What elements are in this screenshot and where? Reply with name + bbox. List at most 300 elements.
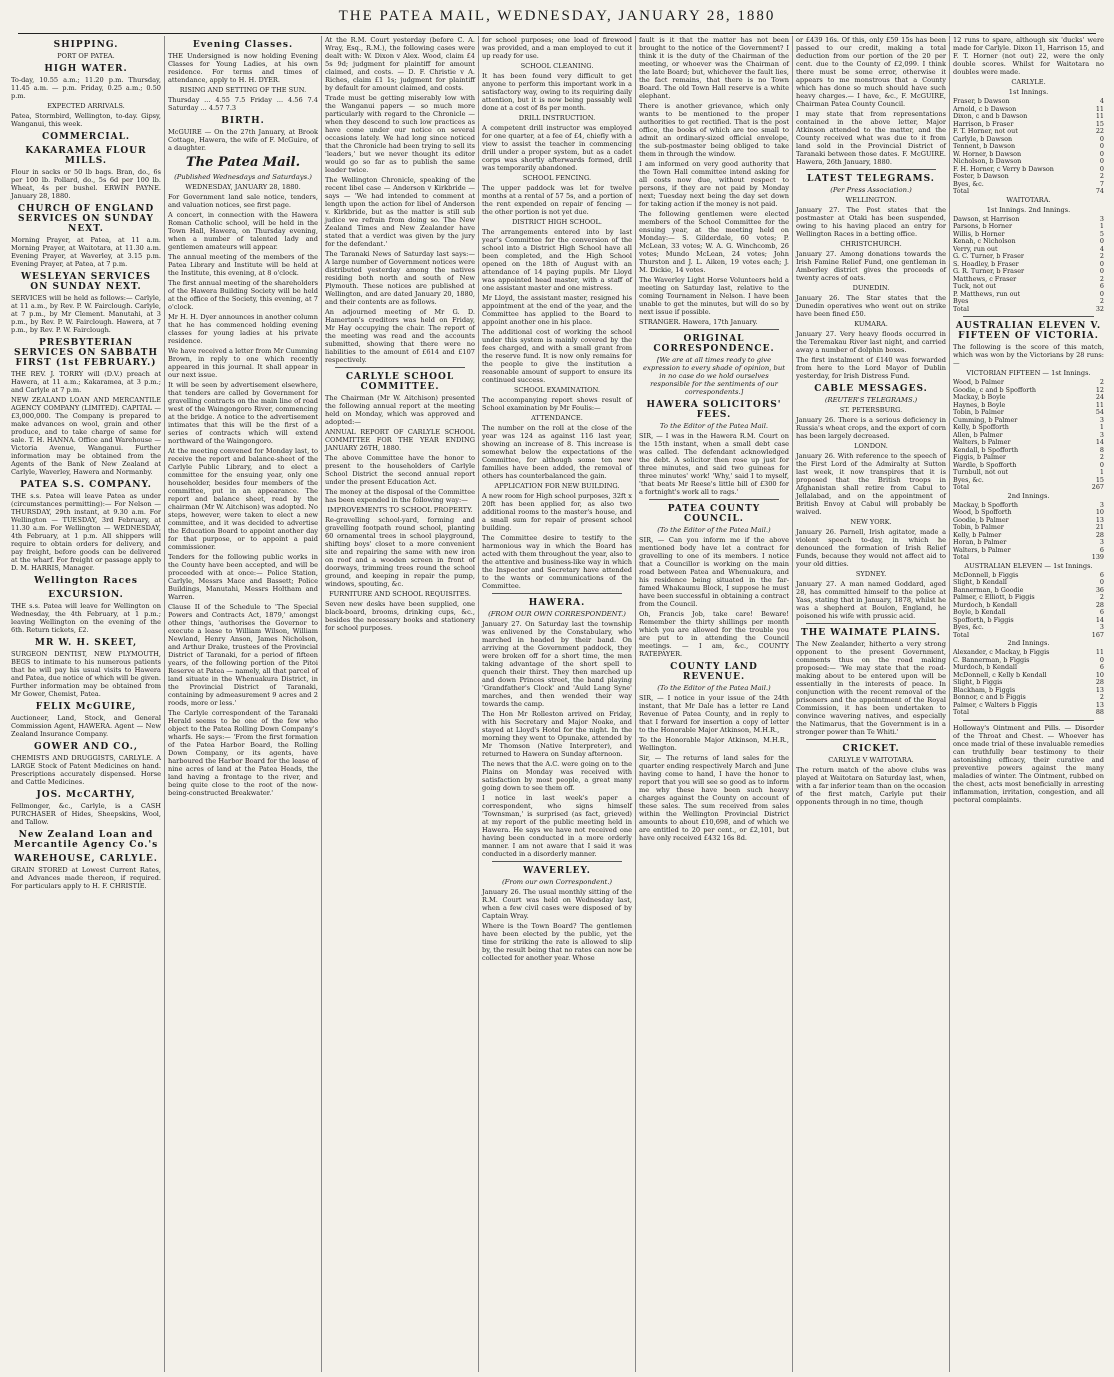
batsman-cell: Turnbull, not out [953,468,1009,476]
column-divider [649,499,779,500]
runs-cell: 14 [1095,438,1104,446]
runs-cell: 36 [1095,585,1104,594]
article-paragraph: Trade must be getting miserably low with the Wanganui papers — so much more particularly with regard to the Chronicle — when they descend to such low practices as have come under our notice on several occasions lately. We had long since noticed that the Chronicle had been trying to sell its 'leaders,' but we never thought its editor would go so far as to publish the same leader twice. [325,94,475,174]
batsman-cell: Goodie, b Palmer [953,515,1009,524]
article-paragraph: Tenders for the following public works in the County have been accepted, and will be proceeded with at once:— Police Station, Carlyle, Messrs Mace and Bassett; Police Buildings, Manutahi, Messrs Holtham and Warren. [168,553,318,601]
article-paragraph: Sir, — The returns of land sales for the quarter ending respectively March and June having come to hand, I have the honor to report that you will see so good as to inform me why these have been such heavy charges against the County on account of these sales. The sum received from sales within the Wellington Provincial District amounts to about £10,698, and of which we are entitled to 20 per cent., or £2,101, but have only received £432 16s 8d. [639,754,789,842]
runs-cell: 13 [1095,700,1104,709]
byline: (Per Press Association.) [830,186,912,194]
article-paragraph: The return match of the above clubs was played at Waitotara on Saturday last, when, with a far inferior team than on the occasion of the first match, Carlyle put their opponents through in no time, though [796,766,946,806]
runs-cell: 2 [1099,378,1104,386]
article-paragraph: To the Honorable Major Atkinson, M.H.R., Wellington. [639,736,789,752]
batsman-cell: Matthews, c Fraser [953,274,1017,283]
article-paragraph: January 27. The Post states that the postmaster at Otaki has been suspended, owing to his having placed an entry for Wellington Races in a betting office. [796,206,946,238]
subheading: LONDON. [854,442,888,450]
article-paragraph: We have received a letter from Mr Cumming Brown, in reply to one which recently appeared in this journal. It shall appear in our next issue. [168,347,318,379]
subheading: FURNITURE AND SCHOOL REQUISITES. [329,590,471,598]
subheading: NEW YORK. [850,518,892,526]
article-paragraph: January 26. The Star states that the Dunedin operatives who went out on strike have been fined £50. [796,294,946,318]
batsman-cell: Tennent, b Dawson [953,142,1016,150]
batsman-cell: Harrison, b Fraser [953,119,1014,128]
subheading: WEDNESDAY, JANUARY 28, 1880. [185,183,301,191]
subheading: ST. PETERSBURG. [839,406,903,414]
article-paragraph: The upper paddock was let for twelve months at a rental of 57 5s, and a portion of the rent expended on repair of fencing — the other portion is not yet due. [482,184,632,216]
article-paragraph: Auctioneer, Land, Stock, and General Commission Agent, HAWERA. Agent — New Zealand Insurance Company. [11,714,161,738]
article-paragraph: The New Zealander, hitherto a very strong opponent to the present Government, comments thus on the road making proposed:— 'We may state that the road-making about to be entered upon will be essentially in the interests of peace. In conjunction with the recent removal of the prisoners and the appointment of the Royal Commission, it has been undertaken to convince wavering natives, and especially the Natimarus, that the Government is in a stronger power than Te Whiti.' [796,640,946,736]
batsman-cell: McDonnell, c Kelly b Kendall [953,670,1047,679]
article-paragraph: Clause II of the Schedule to 'The Special Powers and Contracts Act, 1879,' amongst other things, 'authorises the Governor to execute a lease to William Wilson, William Newland, Henry Anson, James Nicholson, and Arthur Drake, trustees of the Provincial District of Taranaki, for a period of fifteen years, of the following portion of the Pitoi Reserve at Patea — namely, all that parcel of land situate in the Whenuakura District, in the Provincial District of Taranaki, containing by admeasurement 9 acres and 2 roods, more or less.' [168,603,318,707]
runs-cell: 267 [1091,483,1104,491]
section-heading: EXCURSION. [48,590,124,600]
subheading: RISING AND SETTING OF THE SUN. [179,86,307,94]
runs-cell: 24 [1095,393,1104,401]
section-heading: JOS. McCARTHY, [36,790,136,800]
batsman-cell: F. H. Horner, c Verry b Dawson [953,164,1054,173]
runs-cell: 2 [1099,274,1104,283]
batsman-cell: S. Hoadley, b Fraser [953,259,1019,268]
batsman-cell: Murdoch, b Kendall [953,663,1018,671]
batsman-cell: Byes [953,297,969,305]
article-paragraph: A concert, in connection with the Hawera Roman Catholic school, will be held in the Town Hall, Hawera, on Thursday evening, when a number of talented lady and gentlemen amateurs will appear. [168,211,318,251]
article-paragraph: SIR, — I was in the Hawera R.M. Court on the 15th instant, when a small debt case was called. The defendant acknowledged the debt. A solicitor then rose up just for three minutes, and said two guineas for three minutes' work! 'Why,' said I to myself, 'that beats Mr Reese's little bill of £300 for a fortnight's work all to rags.' [639,432,789,496]
subheading: AUSTRALIAN ELEVEN — 1st Innings. [964,561,1093,570]
section-heading: WESLEYAN SERVICES ON SUNDAY NEXT. [20,272,152,292]
article-paragraph: SIR, — I notice in your issue of the 24th instant, that Mr Dale has a letter re Land Revenue of Patea County, and in reply to that I forward for insertion a copy of letter to the Honorable Major Atkinson, M.H.R., [639,694,789,734]
runs-cell: 32 [1095,304,1104,313]
score-row [953,702,1104,710]
batsman-cell: G. C. Turner, b Fraser [953,252,1024,260]
column-divider [963,316,1094,317]
batsman-cell: Total [953,553,970,561]
article-paragraph: January 27. On Saturday last the township was enlivened by the Constabulary, who marched in headed by their band. On arriving at the Government paddock, they were broken off for a short time, the men taking advantage of the short spell to quench their thirst. They then marched up and down Princes street, the band playing 'Grandfather's Clock' and 'Auld Lang Syne' marches, and then wended their way towards the camp. [482,620,632,708]
article-paragraph: The following is the score of this match, which was won by the Victorians by 28 runs:— [953,343,1104,367]
article-paragraph: For Government land sale notice, tenders, and valuation notices, see first page. [168,193,318,209]
runs-cell: 3 [1099,500,1104,509]
article-paragraph: The Waverley Light Horse Volunteers held a meeting on Saturday last, relative to the coming Tournament in Nelson. I have been unable to get the minutes, but will do so by next issue if possible. [639,276,789,316]
section-heading: SHIPPING. [53,40,119,50]
section-heading: WAREHOUSE, CARLYLE. [14,854,158,864]
batsman-cell: Kelly, b Palmer [953,530,1002,539]
batsman-cell: Kendall, b Spofforth [953,445,1019,454]
article-paragraph: January 26. There is a serious deficiency in Russia's wheat crops, and the export of corn has been largely decreased. [796,416,946,440]
runs-cell: 11 [1095,104,1104,113]
runs-cell: 15 [1095,119,1104,128]
batsman-cell: Allen, b Palmer [953,430,1003,439]
score-row [953,547,1104,555]
section-heading: KAKARAMEA FLOUR MILLS. [25,146,147,166]
batsman-cell: Tuck, not out [953,282,996,290]
runs-cell: 4 [1099,244,1104,253]
article-paragraph: GRAIN STORED at Lowest Current Rates, and Advances made thereon, if required. For particulars apply to H. F. CHRISTIE. [11,866,161,890]
byline: (To the Editor of the Patea Mail.) [657,684,771,692]
score-row [953,291,1104,299]
subheading: 1st Innings. [1008,88,1049,96]
column-6 [793,36,950,1372]
article-paragraph: Morning Prayer, at Patea, at 11 a.m. Morning Prayer, at Waitotara, at 11.30 a.m. Evening Prayer, at Waverley, at 3.15 p.m. Evening Prayer, at Patea, at 7 p.m. [11,236,161,268]
article-paragraph: The above Committee have the honor to present to the householders of Carlyle School District the second annual report under the present Education Act. [325,454,475,486]
section-heading: MR W. H. SKEET, [34,638,138,648]
subheading: KUMARA. [854,320,888,328]
batsman-cell: Total [953,187,970,195]
subheading: SYDNEY. [855,570,887,578]
section-heading: COUNTY LAND REVENUE. [670,662,758,682]
runs-cell: 28 [1095,530,1104,539]
article-paragraph: SURGEON DENTIST, NEW PLYMOUTH, BEGS to intimate to his numerous patients that he will pay his usual visits to Hawera and Patea, due notice of which will be given. Further information may be obtained from Mr Gower, Chemist, Patea. [11,650,161,698]
score-table [953,572,1104,640]
batsman-cell: Slight, b Kendall [953,578,1007,586]
column-7 [950,36,1107,1372]
article-paragraph: January 27. A man named Goddard, aged 28, has committed himself to the police at Yass, stating that in January, 1878, whilst he was a shepherd at Boulon, England, he poisoned his wife with prussic acid. [796,580,946,620]
batsman-cell: Bonnor, c and b Figgis [953,693,1026,701]
column-divider [335,367,465,368]
article-paragraph: January 27. Among donations towards the Irish Famine Relief Fund, one gentleman in Amberley district gives the proceeds of twenty acres of oats. [796,250,946,282]
section-heading: HAWERA SOLICITORS' FEES. [646,400,782,420]
article-paragraph: The following gentlemen were elected members of the School Committee for the ensuing year, at the meeting held on Monday:— S. Gilderdale, 60 votes; P. McLean, 33 votes; W. A. G. Winchcomb, 26 votes; Mundo McLean, 24 votes; John Thurston and J. L. Aiken, 19 votes each; J. M. Dickie, 14 votes. [639,210,789,274]
runs-cell: 6 [1099,663,1104,671]
score-row [953,484,1104,492]
column-divider [806,739,936,740]
runs-cell: 2 [1099,593,1104,601]
runs-cell: 5 [1099,229,1104,238]
score-row [953,477,1104,485]
article-paragraph: The number on the roll at the close of the year was 124 as against 116 last year, showing an increase of 8. This increase is somewhat below the expectations of the Committee, for although some ten new families have been added, the removal of others has counterbalanced the gain. [482,424,632,480]
article-paragraph: I am informed on very good authority that the Town Hall committee intend asking for all costs now due, without respect to persons, if they are not paid by Monday next; Tuesday next being the day set down for taking action if the money is not paid. [639,160,789,208]
subheading: 2nd Innings. [1007,639,1050,647]
subheading: ATTENDANCE. [531,414,583,422]
article-paragraph: Oh, Francis Job, take care! Beware! Remember the thirty shillings per month which you are allowed for the trouble you are put to in attending the Council meetings. — I am, &c., COUNTY RATEPAYER. [639,610,789,658]
runs-cell: 54 [1095,408,1104,416]
batsman-cell: Dixon, c and b Dawson [953,112,1028,120]
byline: To the Editor of the Patea Mail. [659,422,769,430]
runs-cell: 0 [1099,578,1104,586]
article-paragraph: Mr Lloyd, the assistant master, resigned his appointment at the end of the year, and the Committee has applied to the Board to appoint another one in his place. [482,294,632,326]
score-table [953,649,1104,717]
article-paragraph: The Wellington Chronicle, speaking of the recent libel case — Anderson v Kirkbride — says — 'We had intended to comment at length upon the action for libel of Anderson v. Kirkbride, but as the matter is still sub judice we refrain from doing so. The New Zealand Times and New Zealander have stated that a verdict was given by the jury for the defendant.' [325,176,475,248]
batsman-cell: Total [953,630,970,639]
batsman-cell: Arnold, c b Dawson [953,104,1017,113]
runs-cell: 7 [1099,179,1104,188]
runs-cell: 6 [1099,282,1104,290]
batsman-cell: Carlyle, b Dawson [953,134,1013,143]
article-paragraph: January 26. The usual monthly sitting of the R.M. Court was held on Wednesday last, when a few civil cases were disposed of by Captain Wray. [482,888,632,920]
runs-cell: 11 [1095,400,1104,409]
section-heading: CARLYLE SCHOOL COMMITTEE. [345,372,455,392]
batsman-cell: Byes, &c. [953,623,984,631]
article-paragraph: NEW ZEALAND LOAN AND MERCANTILE AGENCY COMPANY (LIMITED). CAPITAL — £3,000,000. The Company is prepared to make advances on wool, grain and other produce, and to take charge of same for sale. T. H. HANNA. Office and Warehouse — Victoria Avenue, Wanganui. Further information may be obtained from the Agents of the Bank of New Zealand at Carlyle, Waverley, Hawera and Normanby. [11,396,161,476]
subheading: PORT OF PATEA. [57,52,115,60]
batsman-cell: Tobin, b Palmer [953,523,1004,531]
batsman-cell: F. T. Horner, not out [953,127,1018,135]
runs-cell: 88 [1095,708,1104,716]
runs-cell: 3 [1099,538,1104,546]
article-paragraph: THE s.s. Patea will leave Patea as under (circumstances permitting):— For Nelson — THURSDAY, 29th instant, at 9.30 a.m. For Wellington — TUESDAY, 3rd February, at 11.30 a.m. For Wellington — WEDNESDAY, 4th February, at 1 p.m. All shippers will require to obtain orders for delivery, and pay freight, before goods can be delivered at the wharf. For freight or passage apply to D. M. HARRIS, Manager. [11,492,161,572]
runs-cell: 0 [1099,259,1104,268]
subheading: SCHOOL FENCING. [522,174,592,182]
article-paragraph: A new room for High school purposes, 32ft x 20ft has been applied for, as also two additional rooms to the master's house, and a small sum for repair of present school building. [482,492,632,532]
runs-cell: 2 [1099,252,1104,260]
subheading: WELLINGTON. [845,196,897,204]
article-paragraph: fault is it that the matter has not been brought to the notice of the Government? I think it is the duty of the Chairman of the meeting, or whoever was the Chairman of the late Board; but, whichever the fault lies, the fact remains, that there is no Town Board. The old Town Hall reserve is a white elephant. [639,36,789,100]
batsman-cell: Mackay, b Boyle [953,393,1006,401]
column-divider [806,169,936,170]
runs-cell: 3 [1099,430,1104,439]
article-paragraph: for school purposes; one load of firewood was provided, and a man employed to cut it up ready for use. [482,36,632,60]
runs-cell: 0 [1099,267,1104,275]
article-paragraph: Fellmonger, &c., Carlyle, is a CASH PURCHASER of Hides, Sheepskins, Wool, and Tallow. [11,802,161,826]
article-paragraph: Where is the Town Board? The gentlemen have been elected by the public, yet the time for striking the rate is allowed to slip by, the result being that no rates can now be collected for another year. Whose [482,922,632,962]
byline: (REUTER'S TELEGRAMS.) [824,396,918,404]
section-heading: CABLE MESSAGES. [814,384,928,394]
batsman-cell: Horan, b Palmer [953,538,1007,546]
article-paragraph: The Taranaki News of Saturday last says:— A large number of Government notices were distributed yesterday among the natives residing both north and south of New Plymouth. These notices are published at Wellington, and are dated January 20, 1880, and their contents are as follows. [325,250,475,306]
batsman-cell: Walters, b Palmer [953,438,1011,446]
score-row [953,306,1104,314]
article-paragraph: SERVICES will be held as follows:— Carlyle, at 11 a.m., by Rev. P. W. Fairclough. Carlyle, at 7 p.m., by Mr Clement. Manutahi, at 3 p.m., by Rev. P. W. Fairclough. Hawera, at 7 p.m., by Rev. P. W. Fairclough. [11,294,161,334]
batsman-cell: Dawson, st Harrison [953,214,1020,223]
runs-cell: 0 [1099,164,1104,173]
batsman-cell: Byes, &c. [953,179,984,188]
article-paragraph: At the R.M. Court yesterday (before C. A. Wray, Esq., R.M.), the following cases were dealt with: W. Dixon v Alex. Wood, claim £4 5s 9d; judgment for plaintiff for amount claimed, and costs. — D. F. Christie v A. Riches, claim £1 1s; judgment for plaintiff by default for amount claimed, and costs. [325,36,475,92]
column-divider [806,623,936,624]
runs-cell: 2 [1099,693,1104,701]
runs-cell: 13 [1095,685,1104,694]
article-paragraph: THE REV. J. TORRY will (D.V.) preach at Hawera, at 11 a.m.; Kakaramea, at 3 p.m.; and Carlyle at 7 p.m. [11,370,161,394]
runs-cell: 28 [1095,600,1104,609]
batsman-cell: Parsons, b Horner [953,222,1013,230]
section-heading: GOWER AND CO., [34,742,138,752]
article-paragraph: Flour in sacks or 50 lb bags. Bran, do., 6s per 100 lb. Pollard, do., 5s 6d per 100 lb. Wheat, 4s per bushel. ERWIN PAYNE. January 28, 1880. [11,168,161,200]
runs-cell: 15 [1095,475,1104,484]
column-divider [492,861,622,862]
runs-cell: 13 [1095,515,1104,524]
runs-cell: 21 [1095,523,1104,531]
article-paragraph: CHEMISTS AND DRUGGISTS, CARLYLE. A LARGE Stock of Patent Medicines on hand. Prescriptions accurately dispensed. Horse and Cattle Medicines. [11,754,161,786]
runs-cell: 4 [1099,97,1104,105]
runs-cell: 0 [1099,142,1104,150]
section-heading: FELIX McGUIRE, [35,702,137,712]
runs-cell: 6 [1099,570,1104,579]
score-table [953,379,1104,492]
runs-cell: 14 [1095,615,1104,624]
runs-cell: 2 [1099,297,1104,305]
article-paragraph: The Committee desire to testify to the harmonious way in which the Board has acted with them throughout the year, also to the attentive and business-like way in which the Inspector and Secretary have attended to the wants or communications of the Committee. [482,534,632,590]
batsman-cell: Kelly, b Spofforth [953,423,1009,431]
section-heading: BIRTH. [221,116,265,126]
article-paragraph: The news that the A.C. were going on to the Plains on Monday was received with satisfaction by most people, a great many going down to see them off. [482,760,632,792]
column-5 [636,36,793,1372]
runs-cell: 0 [1099,289,1104,298]
subheading: 2nd Innings. [1007,491,1050,500]
article-paragraph: or £439 16s. Of this, only £59 15s has been passed to our credit, making a total deduction from our portion of the 20 per cent. due to the County of £2,099. I think there must be some error, otherwise it appears to me monstrous that a County which has done so much should have such heavy charges.— I have, &c., F. McGUIRE, Chairman Patea County Council. [796,36,946,108]
byline: (From our own Correspondent.) [501,878,613,886]
batsman-cell: Palmer, c Elliott, b Figgis [953,593,1035,601]
article-paragraph: The annual meeting of the members of the Patea Library and Institute will be held at the Institute, this evening, at 8 o'clock. [168,253,318,277]
subheading: WAITOTARA. [1006,195,1051,204]
subheading: IMPROVEMENTS TO SCHOOL PROPERTY. [327,506,473,514]
batsman-cell: Boyle, b Kendall [953,608,1006,616]
article-paragraph: The Hon Mr Rolleston arrived on Friday, with his Secretary and Major Noake, and stayed at Lloyd's Hotel for the night. In the morning they went to Opunake, attended by Mr Thomson (Native Interpreter), and returned to Hawera on Sunday afternoon. [482,710,632,758]
batsman-cell: McDonnell, b Figgis [953,570,1019,579]
article-paragraph: January 26. Parnell, Irish agitator, made a violent speech to-day, in which he denounced the formation of Irish Relief Funds, because they would not affect aid to your old ditties. [796,528,946,568]
batsman-cell: W. Horner, b Dawson [953,149,1022,158]
column-divider [963,720,1094,721]
runs-cell: 28 [1095,678,1104,686]
batsman-cell: Murdoch, b Kendall [953,600,1018,609]
subheading: CARLYLE V WAITOTARA. [828,756,914,764]
article-paragraph: The arrangements entered into by last year's Committee for the conversion of the school into a District High School have all been completed, and the High School opened on the 18th of August with an attendance of 14 paying pupils. Mr Lloyd was appointed head master, with a staff of one assistant master and one mistress. [482,228,632,292]
subheading: CARLYLE. [1011,78,1046,86]
article-paragraph: Holloway's Ointment and Pills. — Disorder of the Throat and Chest. — Whoever has once made trial of these invaluable remedies can truthfully bear testimony to their astonishing efficacy, their curative and preventive powers against the many maladies of winter. The Ointment, rubbed on the chest, acts most beneficially in arresting inflammation, irritation, congestion, and all pectoral complaints. [953,723,1104,804]
column-divider [649,329,779,330]
batsman-cell: Fraser, b Dawson [953,97,1010,105]
subheading: CHRISTCHURCH. [840,240,902,248]
batsman-cell: Wood, b Spofforth [953,508,1012,516]
batsman-cell: Nicholson, b Dawson [953,157,1022,165]
article-paragraph: A competent drill instructor was employed for one quarter, at a fee of £4, chiefly with a view to assist the teacher in commencing drill under a proper system, but as a cadet corps was shortly afterwards formed, drill was temporarily abandoned. [482,124,632,172]
batsman-cell: Goodie, c and b Spofforth [953,385,1037,394]
article-paragraph: To-day, 10.55 a.m.; 11.20 p.m. Thursday, 11.45 a.m. — p.m. Friday, 0.25 a.m.; 0.50 p.m. [11,76,161,100]
article-paragraph: The additional cost of working the school under this system is mainly covered by the fees charged, and with a small grant from the reserve fund. It is now only remains for the people to give the institution a reasonable amount of support to ensure its continued success. [482,328,632,384]
runs-cell: 3 [1099,623,1104,631]
column-3 [322,36,479,1372]
batsman-cell: Foster, b Dawson [953,172,1009,180]
score-row [953,554,1104,562]
runs-cell: 10 [1095,508,1104,516]
article-paragraph: SIR, — Can you inform me if the above mentioned body have let a contract for gravelling to one of its members. I notice that a Councillor is working on the main road between Patea and Whenuakura, and his residence being situated in the far-famed Whakaumu Block, I suppose he must have been successful in obtaining a contract from the Council. [639,536,789,608]
batsman-cell: C. Bannerman, b Figgis [953,655,1030,664]
batsman-cell: Willis, b Horner [953,229,1005,238]
article-paragraph: January 27. Very heavy floods occurred in the Teremakau River last night, and carried away a number of dolphin boxes. [796,330,946,354]
runs-cell: 11 [1095,112,1104,120]
runs-cell: 11 [1095,648,1104,656]
batsman-cell: Byes, &c. [953,475,984,484]
newspaper-title: THE PATEA MAIL, WEDNESDAY, JANUARY 28, 1880 [338,8,776,24]
batsman-cell: G. R. Turner, b Fraser [953,267,1025,275]
section-heading: CRICKET. [842,744,900,754]
runs-cell: 2 [1099,453,1104,461]
runs-cell: 139 [1091,553,1104,561]
section-heading: THE WAIMATE PLAINS. [801,628,941,638]
section-heading: COMMERCIAL. [41,132,131,142]
article-paragraph: THE Undersigned is now holding Evening Classes for Young Ladies, at his own residence. For terms and times of attendance, apply to H. H. DYER. [168,52,318,84]
score-row [953,709,1104,717]
runs-cell: 12 [1095,385,1104,394]
runs-cell: 3 [1099,415,1104,424]
score-table [953,98,1104,196]
byline: (To the Editor of the Patea Mail.) [657,526,771,534]
subheading: SCHOOL EXAMINATION. [513,386,600,394]
batsman-cell: Wardle, b Spofforth [953,460,1017,469]
masthead-rule [18,33,1096,34]
score-row [953,181,1104,189]
runs-cell: 0 [1099,149,1104,158]
batsman-cell: Verry, run out [953,244,998,253]
batsman-cell: Walters, b Palmer [953,545,1011,554]
section-heading: HAWERA. [528,598,586,608]
runs-cell: 0 [1099,134,1104,143]
batsman-cell: Spofforth, b Figgis [953,615,1014,624]
newspaper-columns [8,36,1106,1372]
subheading: SCHOOL CLEANING. [520,62,594,70]
article-paragraph: The first instalment of £140 was forwarded from here to the Lord Mayor of Dublin yesterday, for Irish Distress Fund. [796,356,946,380]
batsman-cell: Alexander, c Mackay, b Figgis [953,648,1050,656]
subheading: 1st Innings. 2nd Innings. [986,205,1071,214]
article-paragraph: At the meeting convened for Monday last, to receive the report and balance-sheet of the Carlyle Public Library, and to elect a committee for the ensuing year, only one householder, besides four members of the committee, put in an appearance. The report and balance sheet, read by the chairman (Mr W. Aitchison) was adopted. No steps, however, were taken to elect a new committee, and it was decided to advertise the Education Board to appoint another day for that purpose, or to appoint a paid commissioner. [168,447,318,551]
runs-cell: 10 [1095,670,1104,679]
section-heading: HIGH WATER. [44,64,128,74]
batsman-cell: Tobin, b Palmer [953,408,1004,416]
article-paragraph: There is another grievance, which only wants to be mentioned to the proper authorities to get rectified. That is the post office, the books of which are too small to admit an ordinary-sized official envelope, the sub-postmaster being obliged to take them in through the window. [639,102,789,158]
runs-cell: 8 [1099,445,1104,454]
batsman-cell: Haynes, b Boyle [953,400,1006,409]
article-paragraph: Re-gravelling school-yard, forming and gravelling footpath round school, planting 60 ornamental trees in school playground, shifting boys' closet to a more convenient site and repairing the same with new iron on roof and a wooden screen in front of doorways, trimming trees round the school ground, and keeping in repair the pump, windows, spouting, &c. [325,516,475,588]
article-paragraph: The Carlyle correspondent of the Taranaki Herald seems to be one of the few who object to the Patea Rolling Down Company's wharfs. He says:— 'From the first formation of the Patea Harbor Board, the Rolling Down Company, or its agents, have harboured the Harbor Board for the lease of nine acres of land at the Patea Heads, the land having a frontage to the river, and being quite close to the root of the now-being-constructed Breakwater.' [168,709,318,797]
article-paragraph: I notice in last week's paper a correspondent, who signs himself 'Townsman,' is surprised (as fact, grieved) at my report of the public meeting held in Hawera. He says we have not received one having been conducted in a more orderly manner. I am not aware that I said it was conducted in a disorderly manner. [482,794,632,858]
runs-cell: 6 [1099,608,1104,616]
masthead [0,0,1114,34]
batsman-cell: Kenah, c Nicholson [953,237,1016,245]
section-heading: PATEA COUNTY COUNCIL. [667,504,761,524]
section-heading: PATEA S.S. COMPANY. [20,480,152,490]
subheading: DRILL INSTRUCTION. [518,114,596,122]
runs-cell: 1 [1099,423,1104,431]
runs-cell: 2 [1099,172,1104,180]
article-paragraph: It has been found very difficult to get anyone to perform this important work in a satisfactory way, owing to its requiring daily attention, but it is now being passably well done at a cost of 8s per month. [482,72,632,112]
article-paragraph: The money at the disposal of the Committee has been expended in the following way:— [325,488,475,504]
subheading: DUNEDIN. [852,284,890,292]
runs-cell: 0 [1099,237,1104,245]
article-paragraph: STRANGER. Hawera, 17th January. [639,318,758,326]
article-paragraph: Seven new desks have been supplied, one black-board, brooms, drinking cups, &c., besides the necessary books and stationery for school purposes. [325,600,475,632]
batsman-cell: Total [953,708,970,716]
batsman-cell: Wood, b Palmer [953,378,1004,386]
subheading: DISTRICT HIGH SCHOOL. [512,218,602,226]
paper-nameplate: The Patea Mail. [185,155,301,170]
article-paragraph: ANNUAL REPORT OF CARLYLE SCHOOL COMMITTEE FOR THE YEAR ENDING JANUARY 26TH, 1880. [325,428,475,452]
runs-cell: 0 [1099,157,1104,165]
article-paragraph: I may state that from representations contained in the above letter, Major Atkinson attended to the matter, and the County received what was due to it from land sold in the Provincial District of Taranaki between those dates. F. McGUIRE. Hawera, 26th January, 1880. [796,110,946,166]
article-paragraph: Mr H. H. Dyer announces in another column that he has commenced holding evening classes for young ladies at his private residence. [168,313,318,345]
batsman-cell: Total [953,304,970,313]
score-table [953,502,1104,562]
score-table [953,216,1104,314]
runs-cell: 1 [1099,222,1104,230]
score-row [953,624,1104,632]
column-2 [165,36,322,1372]
section-heading: AUSTRALIAN ELEVEN V. FIFTEEN OF VICTORIA. [955,321,1102,341]
article-paragraph: 12 runs to spare, although six 'ducks' were made for Carlyle. Dixon 11, Harrison 15, and F. T. Horner (not out) 22, were the only double scores. Whilst for Waitotara no doubles were made. [953,36,1105,76]
batsman-cell: P. Matthews, run out [953,289,1021,298]
section-heading: PRESBYTERIAN SERVICES ON SABBATH FIRST (1st FEBRUARY.) [14,338,158,368]
subheading: VICTORIAN FIFTEEN — 1st Innings. [966,369,1091,377]
runs-cell: 0 [1099,655,1104,664]
article-paragraph: The Chairman (Mr W. Aitchison) presented the following annual report at the meeting held on Monday, which was approved and adopted:— [325,394,475,426]
section-heading: ORIGINAL CORRESPONDENCE. [653,334,775,354]
batsman-cell: Slight, b Figgis [953,678,1003,686]
article-paragraph: THE s.s. Patea will leave for Wellington on Wednesday, the 4th February, at 1 p.m.; leaving Wellington on the evening of the 6th. Return tickets, £2. [11,602,161,634]
score-row [953,632,1104,640]
article-paragraph: An adjourned meeting of Mr G. D. Hamerton's creditors was held on Friday, Mr Hay occupying the chair. The report of the meeting was read and the accounts submitted, showing that there were no liabilities to the amount of £614 and £107 respectively. [325,308,475,364]
subheading: APPLICATION FOR NEW BUILDING. [494,482,620,490]
batsman-cell: Total [953,483,970,491]
column-1 [8,36,165,1372]
byline: (FROM OUR OWN CORRESPONDENT.) [488,610,626,618]
batsman-cell: Palmer, c Walters b Figgis [953,700,1038,709]
section-heading: Wellington Races [34,576,138,586]
runs-cell: 167 [1091,630,1104,639]
runs-cell: 0 [1099,460,1104,469]
column-4 [479,36,636,1372]
